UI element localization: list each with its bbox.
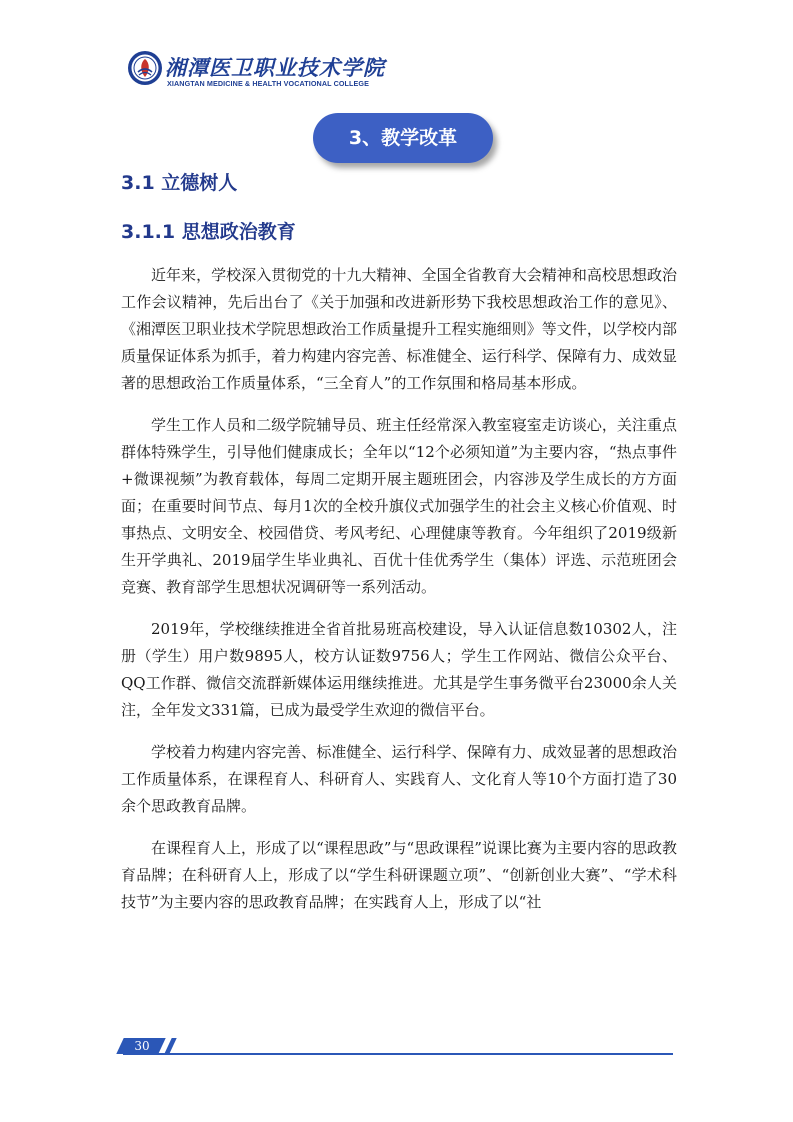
- footer-rule: [123, 1053, 673, 1055]
- body-text: [121, 262, 677, 931]
- college-name-en: XIANGTAN MEDICINE & HEALTH VOCATIONAL COLLEGE: [167, 79, 370, 88]
- paragraph: 学生工作人员和二级学院辅导员、班主任经常深入教室寝室走访谈心，关注重点群体特殊学生，引导他们健康成长；全年以“12个必须知道”为主要内容，“热点事件+微课视频”为教育载体，每周二定期开展主题班团会，内容涉及学生成长的方方面面；在重要时间节点、每月1次的全校升旗仪式加强学生的社会主义核心价值观、时事热点、文明安全、校园借贷、考风考纪、心理健康等教育。今年组织了2019级新生开学典礼、2019届学生毕业典礼、百优十佳优秀学生（集体）评选、示范班团会竞赛、教育部学生思想状况调研等一系列活动。: [121, 416, 677, 596]
- footer-stripe: [164, 1038, 176, 1054]
- chapter-title: 3、教学改革: [313, 113, 493, 163]
- paragraph: 学校着力构建内容完善、标准健全、运行科学、保障有力、成效显著的思想政治工作质量体系，在课程育人、科研育人、实践育人、文化育人等10个方面打造了30余个思政教育品牌。: [121, 743, 677, 815]
- page-number: 30: [134, 1039, 150, 1053]
- section-title: 3.1 立德树人: [121, 172, 238, 194]
- college-emblem-icon: [127, 50, 163, 86]
- college-name-cn: 湘潭医卫职业技术学院: [165, 55, 385, 80]
- paragraph: 近年来，学校深入贯彻党的十九大精神、全国全省教育大会精神和高校思想政治工作会议精神，先后出台了《关于加强和改进新形势下我校思想政治工作的意见》、《湘潭医卫职业技术学院思想政治工作质量提升工程实施细则》等文件，以学校内部质量保证体系为抓手，着力构建内容完善、标准健全、运行科学、保障有力、成效显著的思想政治工作质量体系，“三全育人”的工作氛围和格局基本形成。: [121, 266, 677, 392]
- college-logo: [127, 50, 387, 100]
- subsection-title: 3.1.1 思想政治教育: [121, 221, 296, 243]
- paragraph: 在课程育人上，形成了以“课程思政”与“思政课程”说课比赛为主要内容的思政教育品牌；在科研育人上，形成了以“学生科研课题立项”、“创新创业大赛”、“学术科技节”为主要内容的思政教育品牌；在实践育人上，形成了以“社: [121, 839, 677, 911]
- paragraph: 2019年，学校继续推进全省首批易班高校建设，导入认证信息数10302人，注册（学生）用户数9895人，校方认证数9756人；学生工作网站、微信公众平台、QQ工作群、微信交流群新媒体运用继续推进。尤其是学生事务微平台23000余人关注，全年发文331篇，已成为最受学生欢迎的微信平台。: [121, 620, 677, 719]
